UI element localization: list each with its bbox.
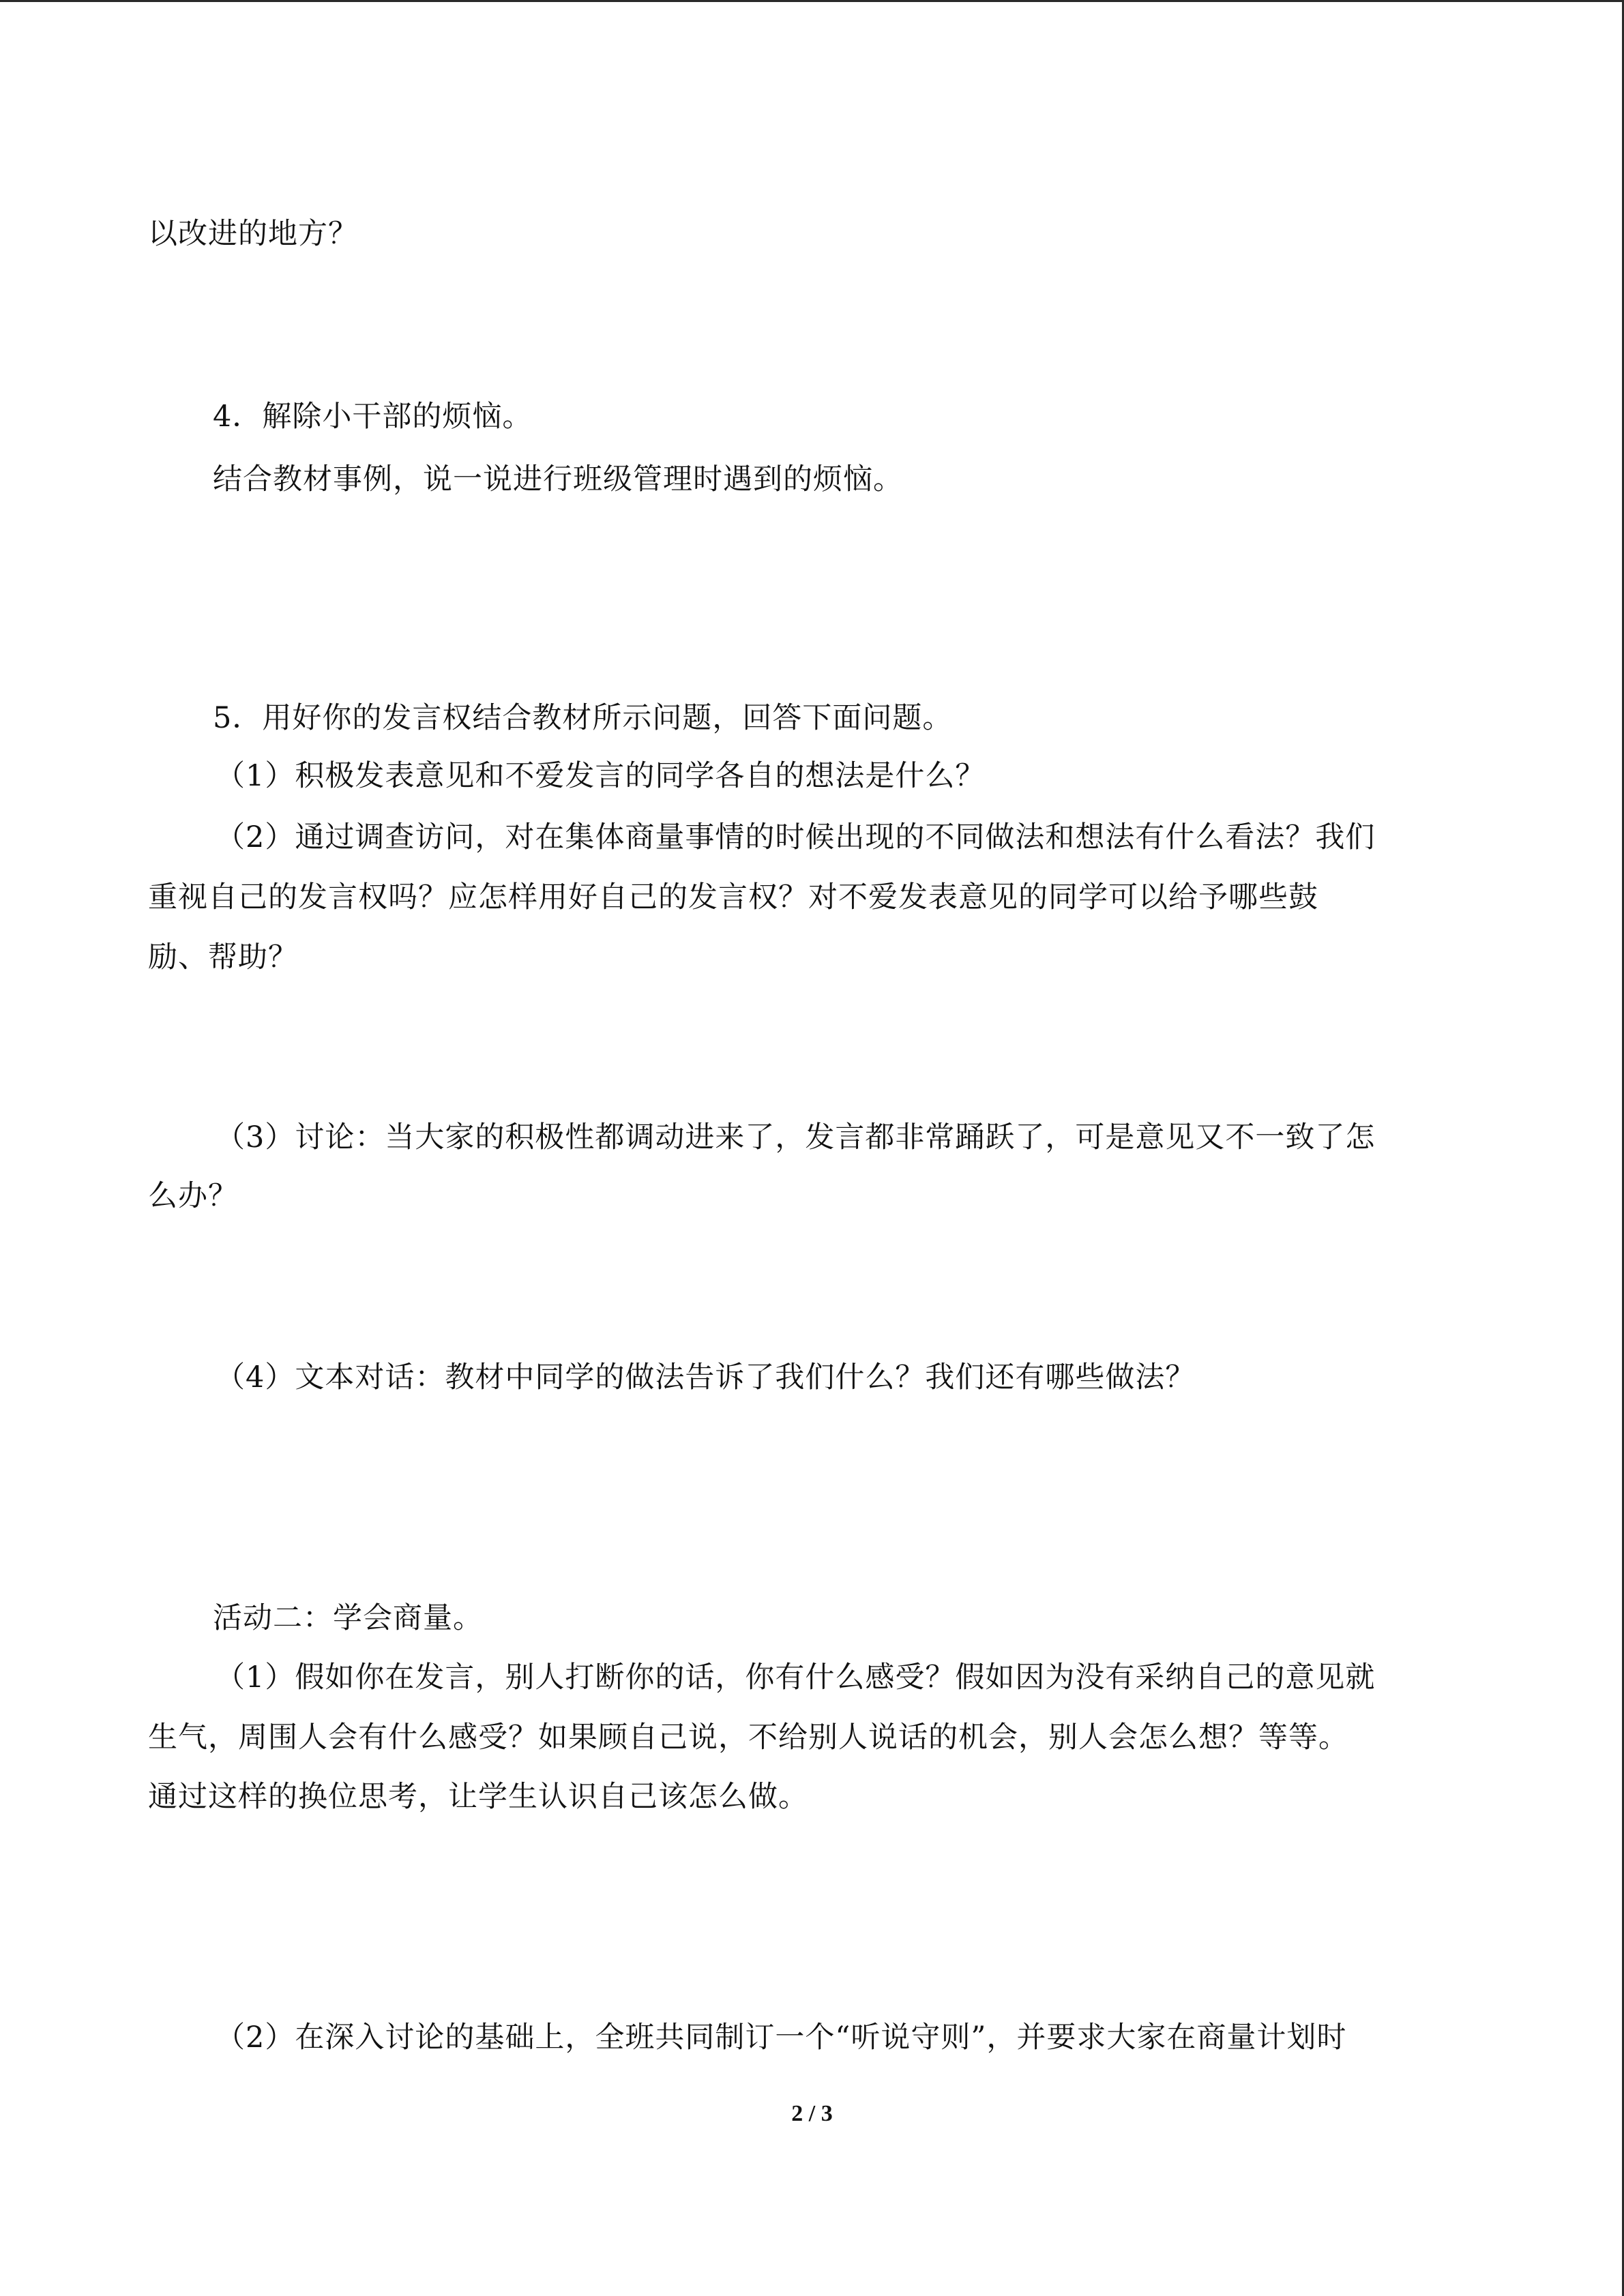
activity-2-item-1-line-3: 通过这样的换位思考，让学生认识自己该怎么做。	[148, 1780, 808, 1814]
section-heading-4: 4．解除小干部的烦恼。	[213, 400, 533, 434]
text-line-continuation: 以改进的地方？	[148, 217, 358, 251]
question-2-line-3: 励、帮助？	[148, 940, 298, 974]
question-2-line-1: （2）通过调查访问，对在集体商量事情的时候出现的不同做法和想法有什么看法？我们	[216, 820, 1376, 854]
question-3-line-1: （3）讨论：当大家的积极性都调动进来了，发言都非常踊跃了，可是意见又不一致了怎	[216, 1120, 1376, 1154]
paragraph-line: 结合教材事例，说一说进行班级管理时遇到的烦恼。	[213, 462, 903, 496]
page-number: 2 / 3	[791, 2101, 833, 2126]
question-1: （1）积极发表意见和不爱发言的同学各自的想法是什么？	[216, 759, 986, 793]
activity-2-item-1-line-2: 生气，周围人会有什么感受？如果顾自己说，不给别人说话的机会，别人会怎么想？等等。	[148, 1720, 1348, 1755]
activity-2-heading: 活动二：学会商量。	[213, 1601, 483, 1635]
question-2-line-2: 重视自己的发言权吗？应怎样用好自己的发言权？对不爱发表意见的同学可以给予哪些鼓	[148, 880, 1318, 914]
question-3-line-2: 么办？	[148, 1179, 238, 1213]
question-4: （4）文本对话：教材中同学的做法告诉了我们什么？我们还有哪些做法？	[216, 1360, 1196, 1395]
activity-2-item-2-line-1: （2）在深入讨论的基础上，全班共同制订一个“听说守则”，并要求大家在商量计划时	[216, 2021, 1347, 2055]
activity-2-item-1-line-1: （1）假如你在发言，别人打断你的话，你有什么感受？假如因为没有采纳自己的意见就	[216, 1660, 1376, 1695]
page-border-top	[0, 0, 1624, 2]
section-heading-5: 5．用好你的发言权结合教材所示问题，回答下面问题。	[213, 701, 953, 735]
